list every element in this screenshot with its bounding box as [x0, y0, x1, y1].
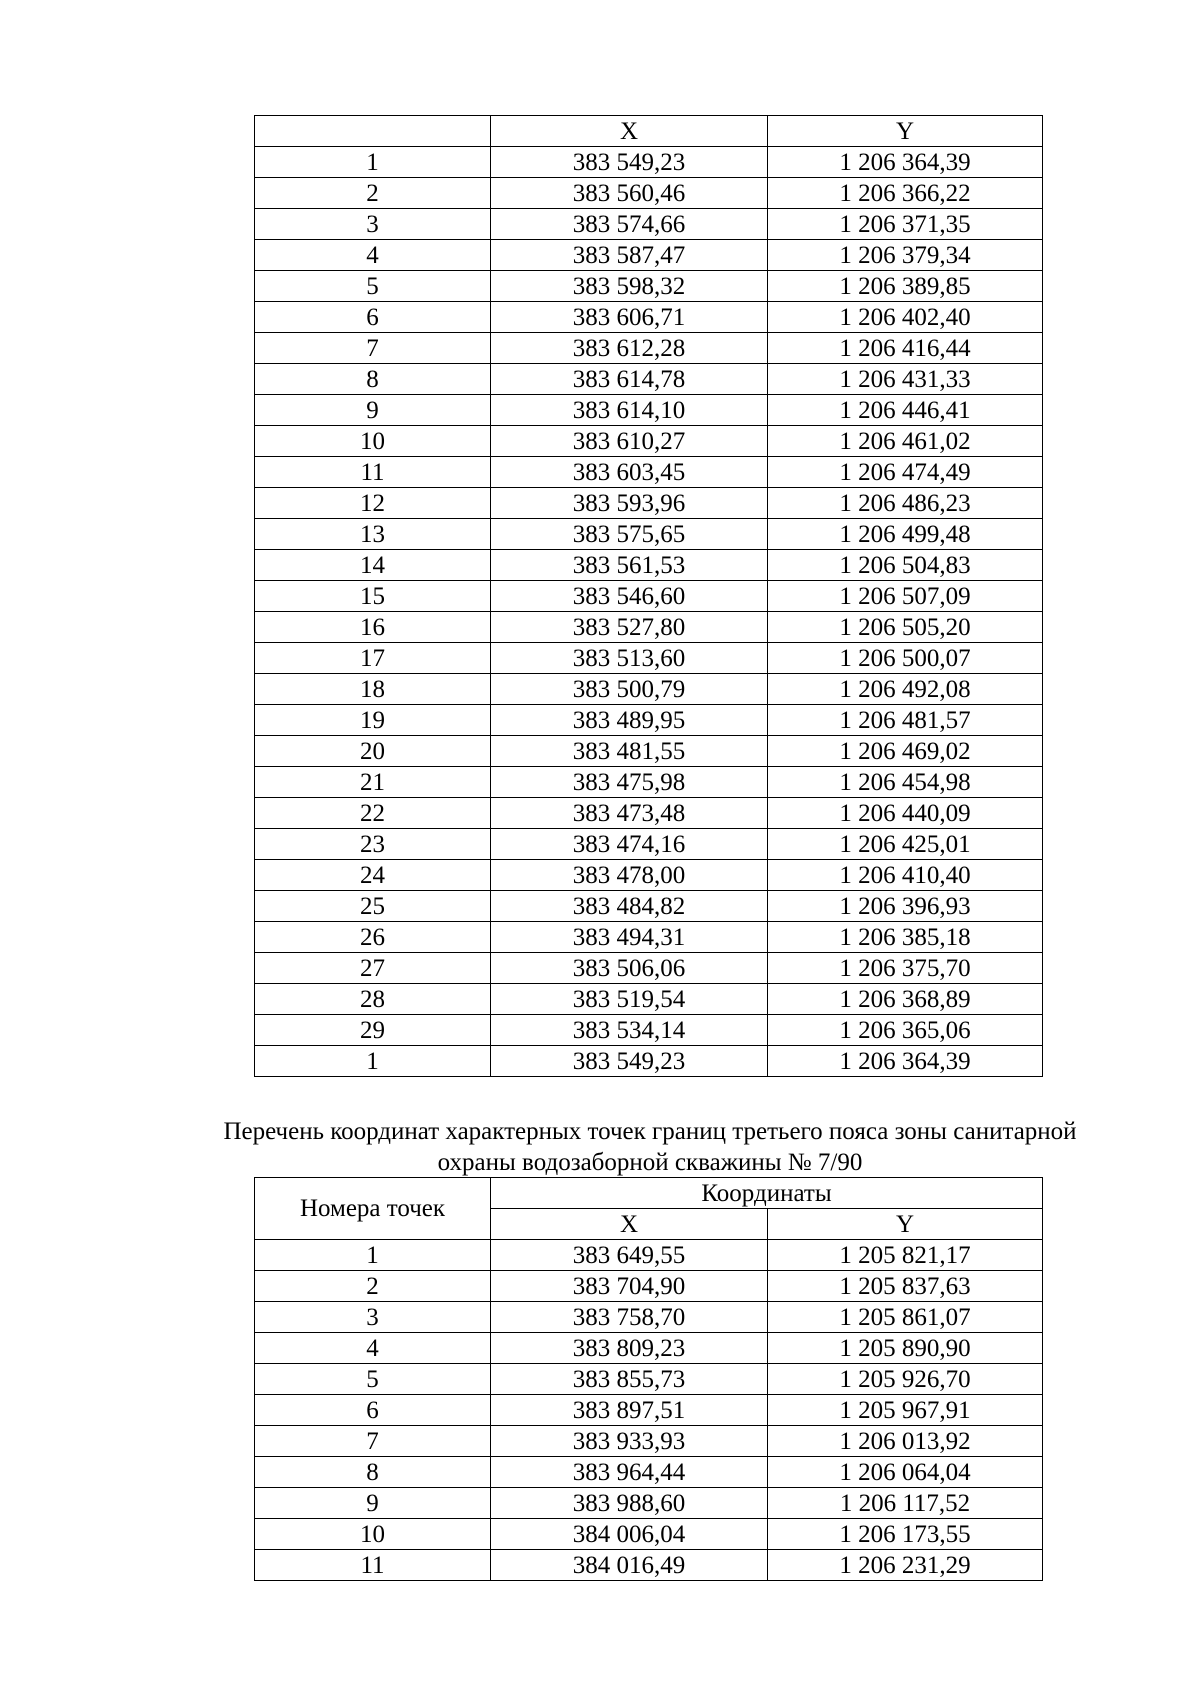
table-row: [255, 643, 1043, 674]
point-number-cell: 5: [255, 271, 491, 302]
point-number-cell: 4: [255, 240, 491, 271]
y-coordinate-cell: 1 206 507,09: [768, 581, 1043, 612]
y-coordinate-cell: 1 206 474,49: [768, 457, 1043, 488]
point-number-cell: 7: [255, 333, 491, 364]
caption-line-1: Перечень координат характерных точек границ третьего пояса зоны санитарной: [223, 1118, 1077, 1145]
point-number-cell: 29: [255, 1015, 491, 1046]
point-number-cell: 18: [255, 674, 491, 705]
y-coordinate-cell: 1 206 440,09: [768, 798, 1043, 829]
x-coordinate-cell: 383 575,65: [491, 519, 768, 550]
x-coordinate-cell: 383 527,80: [491, 612, 768, 643]
header-cell-empty: [255, 116, 491, 147]
x-coordinate-cell: 383 560,46: [491, 178, 768, 209]
point-number-cell: 1: [255, 147, 491, 178]
table-row: [255, 860, 1043, 891]
y-coordinate-cell: 1 206 379,34: [768, 240, 1043, 271]
x-coordinate-cell: 383 593,96: [491, 488, 768, 519]
y-coordinate-cell: 1 206 173,55: [768, 1519, 1043, 1550]
x-coordinate-cell: 383 855,73: [491, 1364, 768, 1395]
x-coordinate-cell: 383 612,28: [491, 333, 768, 364]
table-row: [255, 581, 1043, 612]
y-coordinate-cell: 1 206 454,98: [768, 767, 1043, 798]
x-coordinate-cell: 383 587,47: [491, 240, 768, 271]
point-number-cell: 6: [255, 1395, 491, 1426]
y-coordinate-cell: 1 206 500,07: [768, 643, 1043, 674]
x-coordinate-cell: 383 649,55: [491, 1240, 768, 1271]
y-coordinate-cell: 1 206 364,39: [768, 147, 1043, 178]
point-number-cell: 12: [255, 488, 491, 519]
point-number-cell: 25: [255, 891, 491, 922]
table-row: [255, 147, 1043, 178]
header-cell-coordinates: Координаты: [491, 1178, 1043, 1209]
y-coordinate-cell: 1 206 416,44: [768, 333, 1043, 364]
point-number-cell: 20: [255, 736, 491, 767]
table-row: [255, 240, 1043, 271]
point-number-cell: 19: [255, 705, 491, 736]
point-number-cell: 24: [255, 860, 491, 891]
header-cell-y: Y: [768, 116, 1043, 147]
point-number-cell: 10: [255, 426, 491, 457]
x-coordinate-cell: 383 964,44: [491, 1457, 768, 1488]
x-coordinate-cell: 383 473,48: [491, 798, 768, 829]
x-coordinate-cell: 383 809,23: [491, 1333, 768, 1364]
table-row: [255, 1271, 1043, 1302]
x-coordinate-cell: 383 475,98: [491, 767, 768, 798]
table-row: [255, 1550, 1043, 1581]
point-number-cell: 2: [255, 1271, 491, 1302]
y-coordinate-cell: 1 206 064,04: [768, 1457, 1043, 1488]
x-coordinate-cell: 383 506,06: [491, 953, 768, 984]
y-coordinate-cell: 1 206 499,48: [768, 519, 1043, 550]
y-coordinate-cell: 1 206 425,01: [768, 829, 1043, 860]
point-number-cell: 5: [255, 1364, 491, 1395]
table-row: [255, 333, 1043, 364]
y-coordinate-cell: 1 206 410,40: [768, 860, 1043, 891]
table-row: [255, 519, 1043, 550]
x-coordinate-cell: 383 489,95: [491, 705, 768, 736]
y-coordinate-cell: 1 205 861,07: [768, 1302, 1043, 1333]
table-row: [255, 1426, 1043, 1457]
coordinates-table-upper: [254, 115, 1043, 1077]
x-coordinate-cell: 383 603,45: [491, 457, 768, 488]
y-coordinate-cell: 1 206 396,93: [768, 891, 1043, 922]
header-cell-x: X: [491, 1209, 768, 1240]
x-coordinate-cell: 383 513,60: [491, 643, 768, 674]
point-number-cell: 11: [255, 1550, 491, 1581]
x-coordinate-cell: 383 481,55: [491, 736, 768, 767]
header-cell-x: X: [491, 116, 768, 147]
table-row: [255, 1519, 1043, 1550]
x-coordinate-cell: 383 519,54: [491, 984, 768, 1015]
table-row: [255, 1015, 1043, 1046]
point-number-cell: 10: [255, 1519, 491, 1550]
y-coordinate-cell: 1 206 231,29: [768, 1550, 1043, 1581]
table-row: [255, 798, 1043, 829]
table-row: [255, 953, 1043, 984]
y-coordinate-cell: 1 205 967,91: [768, 1395, 1043, 1426]
table-row: [255, 612, 1043, 643]
point-number-cell: 27: [255, 953, 491, 984]
table-row: [255, 922, 1043, 953]
y-coordinate-cell: 1 206 375,70: [768, 953, 1043, 984]
table-row: [255, 457, 1043, 488]
coordinates-table-third-belt: [254, 1177, 1043, 1581]
y-coordinate-cell: 1 206 461,02: [768, 426, 1043, 457]
table-header-row: [255, 116, 1043, 147]
y-coordinate-cell: 1 206 371,35: [768, 209, 1043, 240]
table-row: [255, 395, 1043, 426]
y-coordinate-cell: 1 206 385,18: [768, 922, 1043, 953]
x-coordinate-cell: 383 606,71: [491, 302, 768, 333]
table-row: [255, 984, 1043, 1015]
y-coordinate-cell: 1 206 505,20: [768, 612, 1043, 643]
x-coordinate-cell: 383 598,32: [491, 271, 768, 302]
header-cell-point-numbers: Номера точек: [255, 1178, 491, 1240]
point-number-cell: 1: [255, 1046, 491, 1077]
table-caption: [150, 1116, 1150, 1178]
x-coordinate-cell: 383 549,23: [491, 147, 768, 178]
table-row: [255, 178, 1043, 209]
x-coordinate-cell: 383 484,82: [491, 891, 768, 922]
x-coordinate-cell: 383 500,79: [491, 674, 768, 705]
x-coordinate-cell: 384 016,49: [491, 1550, 768, 1581]
y-coordinate-cell: 1 206 431,33: [768, 364, 1043, 395]
x-coordinate-cell: 383 614,10: [491, 395, 768, 426]
table-row: [255, 1240, 1043, 1271]
table-row: [255, 1457, 1043, 1488]
y-coordinate-cell: 1 206 481,57: [768, 705, 1043, 736]
table-row: [255, 1364, 1043, 1395]
table-row: [255, 271, 1043, 302]
y-coordinate-cell: 1 206 364,39: [768, 1046, 1043, 1077]
table-row: [255, 364, 1043, 395]
point-number-cell: 6: [255, 302, 491, 333]
header-cell-y: Y: [768, 1209, 1043, 1240]
table-row: [255, 705, 1043, 736]
table-row: [255, 209, 1043, 240]
y-coordinate-cell: 1 206 389,85: [768, 271, 1043, 302]
caption-line-2: охраны водозаборной скважины № 7/90: [437, 1149, 863, 1176]
y-coordinate-cell: 1 206 492,08: [768, 674, 1043, 705]
x-coordinate-cell: 383 561,53: [491, 550, 768, 581]
y-coordinate-cell: 1 205 821,17: [768, 1240, 1043, 1271]
x-coordinate-cell: 383 474,16: [491, 829, 768, 860]
y-coordinate-cell: 1 206 402,40: [768, 302, 1043, 333]
point-number-cell: 15: [255, 581, 491, 612]
y-coordinate-cell: 1 206 446,41: [768, 395, 1043, 426]
point-number-cell: 4: [255, 1333, 491, 1364]
point-number-cell: 2: [255, 178, 491, 209]
y-coordinate-cell: 1 205 926,70: [768, 1364, 1043, 1395]
x-coordinate-cell: 383 574,66: [491, 209, 768, 240]
point-number-cell: 21: [255, 767, 491, 798]
y-coordinate-cell: 1 206 366,22: [768, 178, 1043, 209]
x-coordinate-cell: 383 610,27: [491, 426, 768, 457]
y-coordinate-cell: 1 206 365,06: [768, 1015, 1043, 1046]
point-number-cell: 26: [255, 922, 491, 953]
x-coordinate-cell: 383 704,90: [491, 1271, 768, 1302]
x-coordinate-cell: 383 546,60: [491, 581, 768, 612]
y-coordinate-cell: 1 205 837,63: [768, 1271, 1043, 1302]
point-number-cell: 14: [255, 550, 491, 581]
x-coordinate-cell: 383 614,78: [491, 364, 768, 395]
table-row: [255, 488, 1043, 519]
x-coordinate-cell: 383 933,93: [491, 1426, 768, 1457]
point-number-cell: 13: [255, 519, 491, 550]
table-row: [255, 891, 1043, 922]
y-coordinate-cell: 1 206 013,92: [768, 1426, 1043, 1457]
table-row: [255, 550, 1043, 581]
table-row: [255, 674, 1043, 705]
y-coordinate-cell: 1 206 368,89: [768, 984, 1043, 1015]
point-number-cell: 22: [255, 798, 491, 829]
table-row: [255, 1333, 1043, 1364]
table-row: [255, 426, 1043, 457]
table-row: [255, 767, 1043, 798]
point-number-cell: 3: [255, 209, 491, 240]
point-number-cell: 11: [255, 457, 491, 488]
point-number-cell: 17: [255, 643, 491, 674]
point-number-cell: 9: [255, 1488, 491, 1519]
point-number-cell: 8: [255, 1457, 491, 1488]
y-coordinate-cell: 1 206 117,52: [768, 1488, 1043, 1519]
table-row: [255, 736, 1043, 767]
x-coordinate-cell: 383 988,60: [491, 1488, 768, 1519]
x-coordinate-cell: 383 478,00: [491, 860, 768, 891]
point-number-cell: 16: [255, 612, 491, 643]
table-row: [255, 1046, 1043, 1077]
table-row: [255, 1302, 1043, 1333]
y-coordinate-cell: 1 206 504,83: [768, 550, 1043, 581]
point-number-cell: 9: [255, 395, 491, 426]
point-number-cell: 8: [255, 364, 491, 395]
x-coordinate-cell: 383 534,14: [491, 1015, 768, 1046]
point-number-cell: 23: [255, 829, 491, 860]
x-coordinate-cell: 383 549,23: [491, 1046, 768, 1077]
table-row: [255, 829, 1043, 860]
point-number-cell: 3: [255, 1302, 491, 1333]
table-row: [255, 302, 1043, 333]
x-coordinate-cell: 383 494,31: [491, 922, 768, 953]
table-row: [255, 1488, 1043, 1519]
y-coordinate-cell: 1 205 890,90: [768, 1333, 1043, 1364]
y-coordinate-cell: 1 206 486,23: [768, 488, 1043, 519]
x-coordinate-cell: 383 758,70: [491, 1302, 768, 1333]
table-header-row: [255, 1178, 1043, 1209]
point-number-cell: 7: [255, 1426, 491, 1457]
x-coordinate-cell: 384 006,04: [491, 1519, 768, 1550]
point-number-cell: 1: [255, 1240, 491, 1271]
point-number-cell: 28: [255, 984, 491, 1015]
x-coordinate-cell: 383 897,51: [491, 1395, 768, 1426]
table-row: [255, 1395, 1043, 1426]
y-coordinate-cell: 1 206 469,02: [768, 736, 1043, 767]
